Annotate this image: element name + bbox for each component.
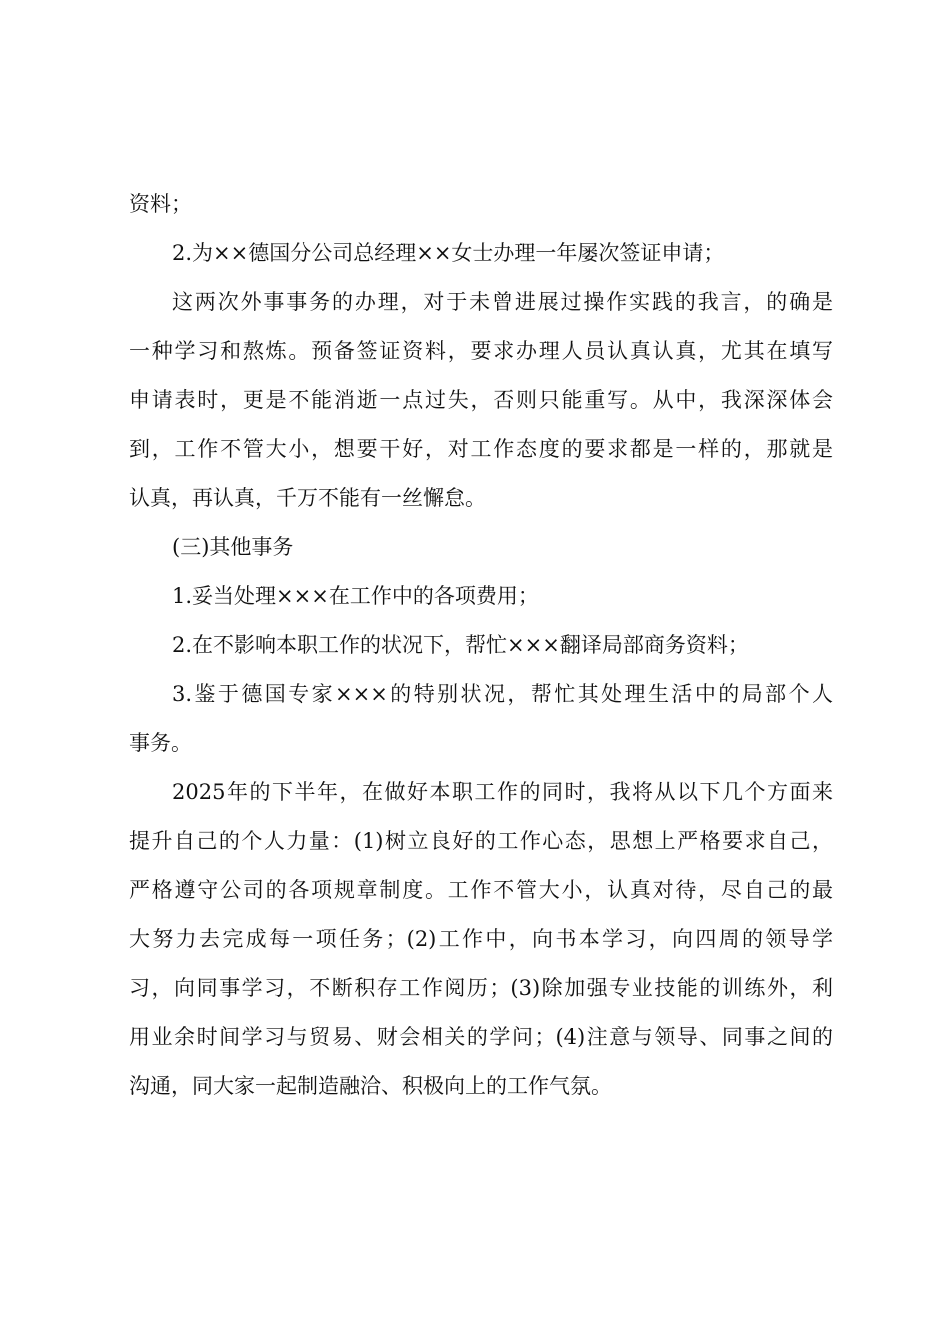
text-line: 习，向同事学习，不断积存工作阅历；(3)除加强专业技能的训练外，利 — [129, 976, 833, 1000]
list-item: 3.鉴于德国专家×××的特别状况，帮忙其处理生活中的局部个人 — [172, 682, 833, 706]
document-body — [129, 180, 833, 1111]
text-line: 沟通，同大家一起制造融洽、积极向上的工作气氛。 — [129, 1074, 612, 1098]
text-line: 资料； — [129, 192, 192, 216]
text-line: 2.为××德国分公司总经理××女士办理一年屡次签证申请； — [172, 241, 725, 265]
list-item: 1.妥当处理×××在工作中的各项费用； — [172, 584, 539, 608]
text-line: 事务。 — [129, 731, 192, 755]
section-heading: (三)其他事务 — [172, 535, 294, 559]
text-line: 用业余时间学习与贸易、财会相关的学问；(4)注意与领导、同事之间的 — [129, 1025, 833, 1049]
paragraph-p8 — [129, 768, 833, 1111]
text-line: 认真，再认真，千万不能有一丝懈怠。 — [129, 486, 486, 510]
text-line: 严格遵守公司的各项规章制度。工作不管大小，认真对待，尽自己的最 — [129, 878, 833, 902]
paragraph-p6 — [129, 621, 833, 670]
paragraph-p5 — [129, 572, 833, 621]
paragraph-p3 — [129, 278, 833, 523]
text-line: 2025年的下半年，在做好本职工作的同时，我将从以下几个方面来 — [172, 780, 833, 804]
paragraph-p7 — [129, 670, 833, 768]
paragraph-p2 — [129, 229, 833, 278]
list-item: 2.在不影响本职工作的状况下，帮忙×××翻译局部商务资料； — [172, 633, 749, 657]
paragraph-p4 — [129, 523, 833, 572]
text-line: 大努力去完成每一项任务；(2)工作中，向书本学习，向四周的领导学 — [129, 927, 833, 951]
text-line: 提升自己的个人力量：(1)树立良好的工作心态，思想上严格要求自己， — [129, 829, 833, 853]
paragraph-p1 — [129, 180, 833, 229]
text-line: 到，工作不管大小，想要干好，对工作态度的要求都是一样的，那就是 — [129, 437, 833, 461]
text-line: 申请表时，更是不能消逝一点过失，否则只能重写。从中，我深深体会 — [129, 388, 833, 412]
text-line: 一种学习和熬炼。预备签证资料，要求办理人员认真认真，尤其在填写 — [129, 339, 833, 363]
text-line: 这两次外事事务的办理，对于未曾进展过操作实践的我言，的确是 — [172, 290, 833, 314]
